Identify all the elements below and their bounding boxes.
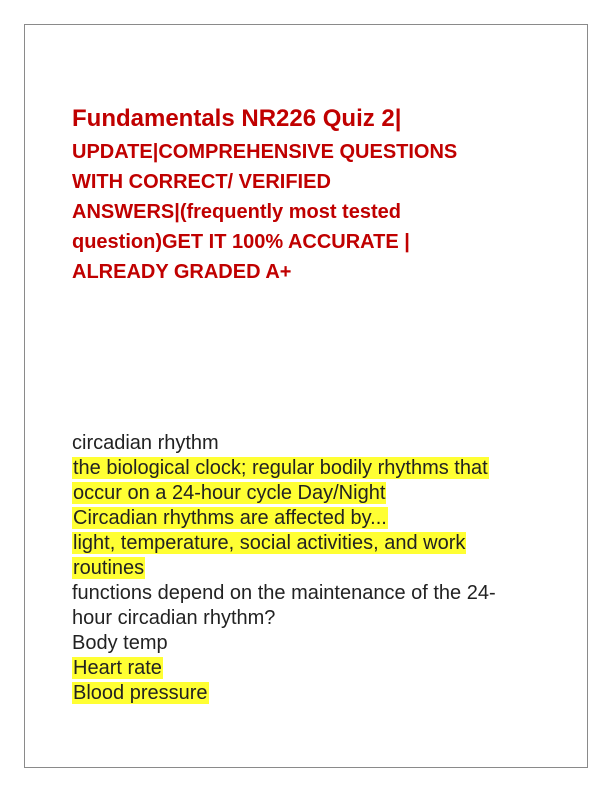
body-line — [72, 556, 552, 581]
highlighted-answer-text: Heart rate — [73, 657, 162, 679]
flashcard-content — [72, 431, 552, 706]
subtitle-line: UPDATE|COMPREHENSIVE QUESTIONS — [72, 141, 458, 163]
subtitle-line: question)GET IT 100% ACCURATE | — [72, 231, 410, 253]
highlighted-answer-text: light, temperature, social activities, and work — [73, 532, 466, 554]
title-block — [72, 104, 542, 287]
highlighted-answer-text: routines — [73, 557, 145, 579]
highlighted-answer-text: Blood pressure — [73, 682, 208, 704]
body-line — [72, 531, 552, 556]
body-line — [72, 431, 552, 456]
body-line — [72, 506, 552, 531]
highlighted-term-text: Circadian rhythms are affected by... — [73, 507, 387, 529]
subtitle-line: ALREADY GRADED A+ — [72, 261, 292, 283]
term-text: circadian rhythm — [72, 432, 219, 454]
highlighted-answer-text: the biological clock; regular bodily rhythms that — [73, 457, 488, 479]
body-line — [72, 656, 552, 681]
term-text: functions depend on the maintenance of the 24- — [72, 582, 496, 604]
highlighted-answer-text: occur on a 24-hour cycle Day/Night — [73, 482, 386, 504]
body-line — [72, 456, 552, 481]
subtitle-line: ANSWERS|(frequently most tested — [72, 201, 401, 223]
body-line — [72, 681, 552, 706]
subtitle-line: WITH CORRECT/ VERIFIED — [72, 171, 331, 193]
answer-text: Body temp — [72, 632, 168, 654]
document-subtitle — [72, 137, 542, 287]
term-text: hour circadian rhythm? — [72, 607, 276, 629]
body-line — [72, 481, 552, 506]
document-page — [24, 24, 588, 768]
body-line — [72, 581, 552, 606]
body-line — [72, 631, 552, 656]
body-line — [72, 606, 552, 631]
document-title: Fundamentals NR226 Quiz 2| — [72, 105, 402, 132]
